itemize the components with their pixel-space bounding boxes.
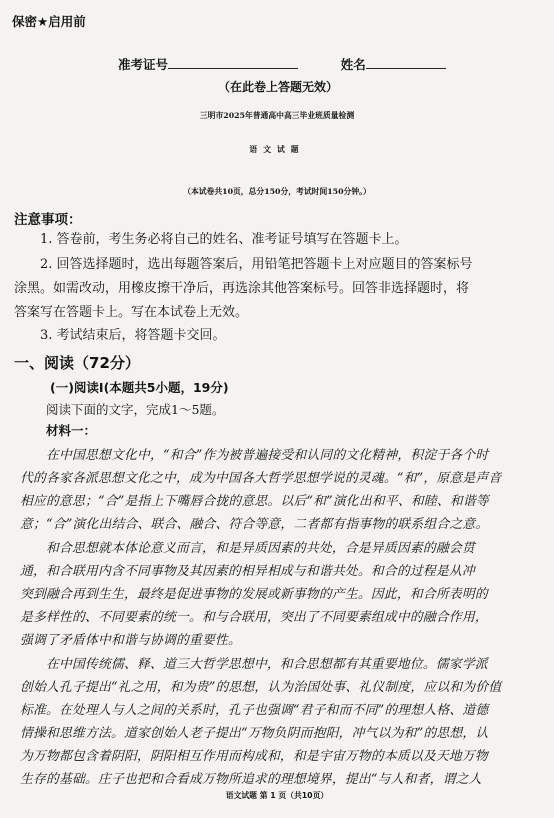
notice-line: 涂黑。如需改动，用橡皮擦干净后，再选涂其他答案标号。回答非选择题时，将 <box>14 281 470 296</box>
section-title: 一、阅读（72分） <box>14 354 140 372</box>
passage-line: 创始人孔子提出“礼之用，和为贵”的思想，认为治国处事、礼仪制度，应以和为价值 <box>20 680 502 695</box>
subsection-title: (一)阅读Ⅰ(本题共5小题，19分) <box>50 380 229 395</box>
answer-note: （在此卷上答题无效） <box>218 80 339 94</box>
passage-line: 在中国传统儒、释、道三大哲学思想中，和合思想都有其重要地位。儒家学派 <box>20 657 488 672</box>
notice-line: 2. 回答选择题时，选出每题答案后，用铅笔把答题卡上对应题目的答案标号 <box>40 257 473 272</box>
passage-line: 代的各家各派思想文化之中，成为中国各大哲学思想学说的灵魂。“和”，原意是声音 <box>20 471 502 486</box>
candidate-info-line <box>118 55 446 73</box>
passage-line: 突到融合再到生生，最终是促进事物的发展或新事物的产生。因此，和合所表明的 <box>20 587 488 602</box>
exam-no-blank <box>168 56 298 69</box>
passage-line: 通，和合联用内含不同事物及其因素的相异相成与和谐共处。和合的过程是从冲 <box>20 564 475 579</box>
notice-line: 答案写在答题卡上。写在本试卷上无效。 <box>14 305 249 320</box>
passage-line: 生存的基础。庄子也把和合看成万物所追求的理想境界，提出“与人和者，谓之人 <box>20 772 482 787</box>
name-label: 姓名 <box>340 57 366 72</box>
notice-line: 1. 答卷前，考生务必将自己的姓名、准考证号填写在答题卡上。 <box>40 232 408 247</box>
confidential-mark: 保密★启用前 <box>12 14 86 29</box>
instruction: 阅读下面的文字，完成1～5题。 <box>46 402 225 417</box>
passage-line: 情操和思维方法。道家创始人老子提出“万物负阴而抱阳，冲气以为和”的思想，认 <box>20 726 489 741</box>
name-blank <box>366 56 446 69</box>
passage-line: 标准。在处理人与人之间的关系时，孔子也强调“君子和而不同”的理想人格、道德 <box>20 703 489 718</box>
exam-info: （本试卷共10页，总分150分，考试时间150分钟。） <box>183 187 371 196</box>
passage-line: 和合思想就本体论意义而言，和是异质因素的共处，合是异质因素的融会贯 <box>20 541 475 556</box>
passage-line: 为万物都包含着阴阳，阴阳相互作用而构成和，和是宇宙万物的本质以及天地万物 <box>20 749 488 764</box>
exam-no-label: 准考证号 <box>118 57 169 72</box>
passage-line: 相应的意思；“合”是指上下嘴唇合拢的意思。以后“和”演化出和平、和睦、和谐等 <box>20 494 489 509</box>
page-footer: 语文试题 第 1 页（共10页） <box>225 791 329 800</box>
org-title: 三明市2025年普通高中高三毕业班质量检测 <box>199 111 355 120</box>
passage-line: 强调了矛盾体中和谐与协调的重要性。 <box>20 633 241 648</box>
notice-line: 3. 考试结束后，将答题卡交回。 <box>40 328 226 343</box>
notice-heading: 注意事项： <box>14 212 82 228</box>
passage-line: 是多样性的、不同要素的统一。和与合联用，突出了不同要素组成中的融合作用， <box>20 610 488 625</box>
material-label: 材料一： <box>46 423 97 438</box>
passage-line: 意；“合”演化出结合、联合、融合、符合等意，二者都有指事物的联系组合之意。 <box>20 517 489 532</box>
main-title: 语文试题 <box>249 145 305 154</box>
passage-line: 在中国思想文化中，“和合”作为被普遍接受和认同的文化精神，积淀于各个时 <box>20 448 489 463</box>
